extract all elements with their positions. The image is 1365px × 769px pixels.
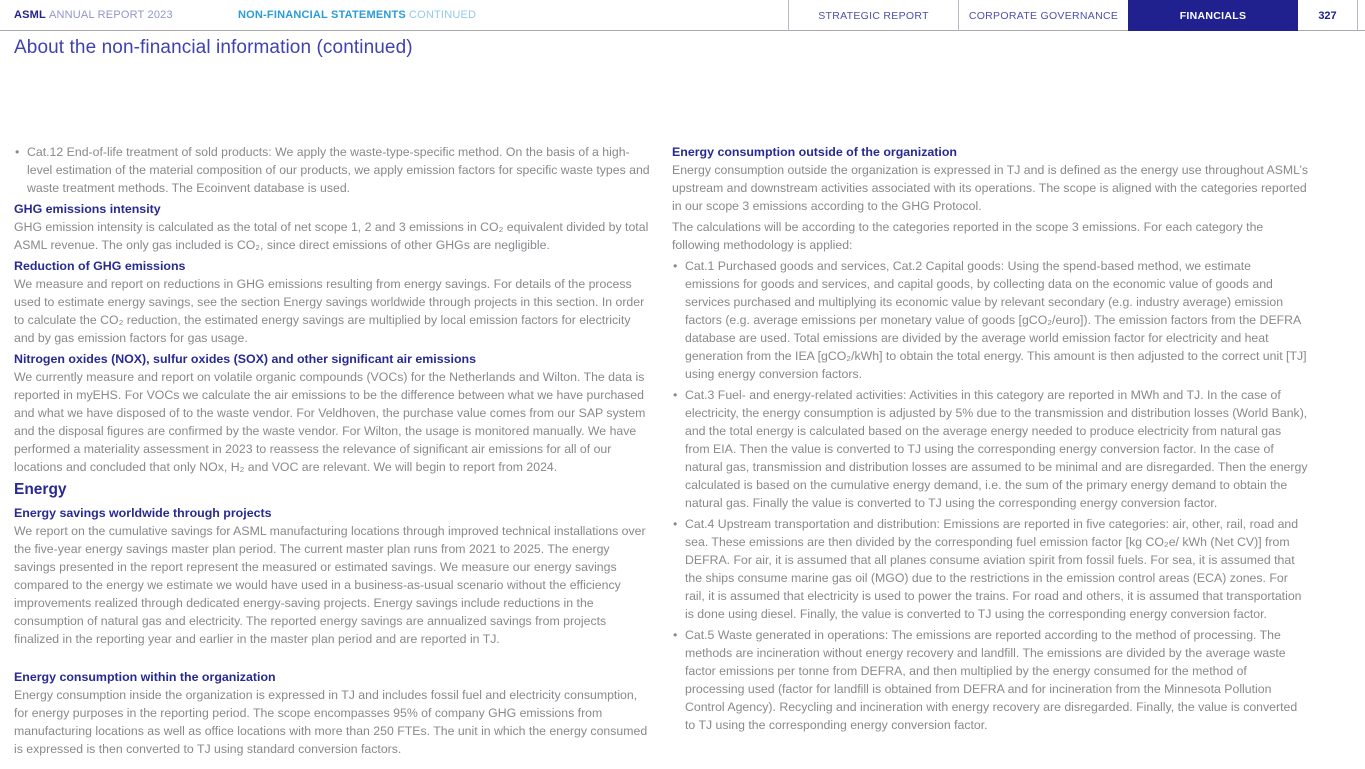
page-number: 327 [1298,0,1358,31]
brand-name: ASML [14,9,46,21]
brand-subtitle: ANNUAL REPORT 2023 [48,9,173,21]
heading-energy: Energy [14,481,67,498]
heading-ghg-emissions-intensity: GHG emissions intensity [14,202,161,216]
report-section-tabs [788,0,1365,31]
report-brand [14,9,173,21]
paragraph-energy-savings-projects: We report on the cumulative savings for ASML manufacturing locations through improved technical installations over the five-year energy savings master plan period. The current master plan runs from 2021 to 2025. The energy savings presented in the report represent the measured or estimated savings. We measure our energy savings compared to the energy we estimate we would have used in a business-as-usual scenario without the efficiency improvements realized through dedicated energy-saving projects. Energy savings include reductions in the consumption of natural gas and electricity. The reported energy savings are annualized savings from projects finalized in the reporting year and earlier in the master plan period and are reported in TJ. [14,524,646,646]
section-breadcrumb [238,9,476,21]
heading-energy-savings-projects: Energy savings worldwide through projects [14,506,272,520]
tab-strategic-report[interactable]: STRATEGIC REPORT [788,0,958,31]
section-name: NON-FINANCIAL STATEMENTS [238,9,406,21]
bullet-cat1-purchased-goods: • Cat.1 Purchased goods and services, Cat.2 Capital goods: Using the spend-based method, we estimate emissions for goods and services, and capital goods, by collecting data on the economic value of goods and services purchased and multiplying its economic value by relevant secondary (e.g. industry average) emission factors (e.g. average emissions per monetary value of goods [gCO₂/euro]). The emission factors from the DEFRA database are used. Total emissions are divided by the average world emission factor for electricity and heat generation from the IEA [gCO₂/kWh] to obtain the total energy. This amount is then adjusted to the correct unit [TJ] using energy conversion factors. [672,257,1308,383]
paragraph-energy-consumption-outside-method: The calculations will be according to the categories reported in the scope 3 emissions. For each category the following methodology is applied: [672,220,1264,252]
page-title: About the non-financial information (continued) [14,37,413,58]
left-column [14,143,654,761]
right-column [672,143,1308,737]
tab-corporate-governance[interactable]: CORPORATE GOVERNANCE [958,0,1128,31]
heading-nox-sox-air-emissions: Nitrogen oxides (NOX), sulfur oxides (SOX) and other significant air emissions [14,352,476,366]
paragraph-nox-sox-air-emissions: We currently measure and report on volatile organic compounds (VOCs) for the Netherlands and Wilton. The data is reported in myEHS. For VOCs we calculate the air emissions to be the difference between what we have purchased and what we have disposed of to the waste vendor. For Veldhoven, the purchase value comes from our SAP system and the disposal figures are confirmed by the waste vendor. For Wilton, the usage is monitored manually. We have performed a materiality assessment in 2023 to reassess the relevance of significant air emissions for all of our locations and concluded that only NOx, H₂ and VOC are relevant. We will begin to report from 2024. [14,370,646,474]
heading-reduction-of-ghg-emissions: Reduction of GHG emissions [14,259,186,273]
tab-financials[interactable]: FINANCIALS [1128,0,1298,31]
header-bar [0,0,1365,31]
bullet-cat3-fuel-energy-activities: • Cat.3 Fuel- and energy-related activities: Activities in this category are reported in MWh and TJ. In the case of electricity, the energy consumption is adjusted by 5% due to the transmission and distribution losses (World Bank), and the total energy is calculated based on the average energy needed to produce electricity from natural gas from EIA. Then the value is converted to TJ using the corresponding energy conversion factor. In the case of natural gas, transmission and distribution losses are assumed to be minimal and are disregarded. Then the energy calculated is based on the cumulative energy demand, i.e. the sum of the primary energy demand to obtain the natural gas. Finally the value is converted to TJ using the corresponding energy conversion factor. [672,386,1308,512]
heading-energy-consumption-outside: Energy consumption outside of the organization [672,145,957,159]
paragraph-energy-consumption-outside-scope: Energy consumption outside the organization is expressed in TJ and is defined as the energy use throughout ASML’s upstream and downstream activities associated with its operations. The scope is aligned with the categories reported in our scope 3 emissions according to the GHG Protocol. [672,163,1308,213]
paragraph-ghg-emissions-intensity: GHG emission intensity is calculated as the total of net scope 1, 2 and 3 emissions in CO₂ equivalent divided by total ASML revenue. The only gas included is CO₂, since direct emissions of other GHGs are negligible. [14,220,649,252]
bullet-cat5-waste-generated: • Cat.5 Waste generated in operations: The emissions are reported according to the method of processing. The methods are incineration without energy recovery and landfill. The emissions are divided by the average waste factor emissions per tonne from DEFRA, and then multiplied by the energy consumed for the method of processing used (factor for landfill is obtained from DEFRA and for incineration from the Minnesota Pollution Control Agency). Recycling and incineration with energy recovery are disregarded. Finally, the value is converted to TJ using the corresponding energy conversion factor. [672,626,1308,734]
paragraph-energy-consumption-within: Energy consumption inside the organization is expressed in TJ and includes fossil fuel and electricity consumption, for energy purposes in the reporting period. The scope encompasses 95% of company GHG emissions from manufacturing locations as well as office locations with more than 250 FTEs. The unit in which the energy consumed is expressed is then converted to TJ using standard conversion factors. [14,688,648,756]
section-continued-label: CONTINUED [408,9,477,21]
heading-energy-consumption-within: Energy consumption within the organization [14,670,276,684]
paragraph-reduction-of-ghg-emissions: We measure and report on reductions in GHG emissions resulting from energy savings. For details of the process used to estimate energy savings, see the section Energy savings worldwide through projects in this section. In order to calculate the CO₂ reduction, the estimated energy savings are multiplied by local emission factors for electricity and by gas emission factors for gas usage. [14,277,645,345]
bullet-cat4-upstream-transportation: • Cat.4 Upstream transportation and distribution: Emissions are reported in five categories: air, other, rail, road and sea. These emissions are then divided by the corresponding fuel emission factor [kg CO₂e/ kWh (Net CV)] from DEFRA. For air, it is assumed that all planes consume aviation spirit from fossil fuels. For sea, it is assumed that the ships consume marine gas oil (MGO) due to the restrictions in the emission control areas (ECA) zones. For rail, it is assumed that electricity is used to power the trains. For road and others, it is assumed that transportation is done using diesel. Finally, the value is converted to TJ using the corresponding energy conversion factor. [672,515,1308,623]
bullet-cat12-end-of-life: • Cat.12 End-of-life treatment of sold products: We apply the waste-type-specific method. On the basis of a high-level estimation of the material composition of our products, we apply emission factors for specific waste types and waste treatment methods. The Ecoinvent database is used. [14,143,654,197]
